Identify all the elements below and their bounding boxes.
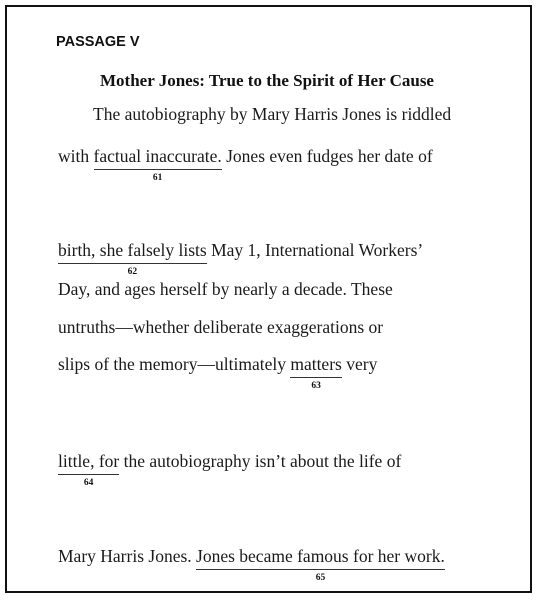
- underlined-text: little, for: [58, 451, 120, 471]
- line-text: untruths—whether deliberate exaggerations or: [58, 317, 384, 337]
- passage-line-5: [58, 316, 383, 338]
- passage-line-2: [58, 145, 433, 183]
- passage-line-6: [58, 353, 378, 391]
- line-text: slips of the memory—ultimately: [58, 354, 291, 374]
- underlined-segment-64[interactable]: [58, 450, 120, 488]
- passage-title: Mother Jones: True to the Spirit of Her Cause: [100, 71, 434, 90]
- line-text: Mary Harris Jones.: [58, 546, 197, 566]
- underlined-text: matters: [290, 354, 342, 374]
- question-number-64: 64: [83, 478, 94, 488]
- line-text: the autobiography isn’t about the life of: [119, 451, 402, 471]
- question-number-61: 61: [152, 173, 163, 183]
- passage-line-8: [58, 545, 445, 583]
- question-number-65: 65: [315, 573, 326, 583]
- passage-frame: [5, 5, 532, 593]
- passage-line-4: [58, 278, 393, 300]
- question-number-63: 63: [311, 381, 321, 391]
- line-text: with: [58, 146, 94, 166]
- passage-line-1: [93, 103, 451, 125]
- underlined-text: birth, she falsely lists: [58, 240, 207, 260]
- line-text: The autobiography by Mary Harris Jones is riddled: [93, 104, 452, 124]
- underlined-text: factual inaccurate.: [93, 146, 222, 166]
- question-number-62: 62: [127, 267, 138, 277]
- underlined-segment-62[interactable]: [58, 239, 207, 277]
- line-text: Jones even fudges her date of: [221, 146, 433, 166]
- passage-label: PASSAGE V: [56, 34, 140, 50]
- underlined-text: Jones became famous for her work.: [196, 546, 445, 566]
- passage-line-7: [58, 450, 402, 488]
- underlined-segment-61[interactable]: [93, 145, 222, 183]
- underlined-segment-65[interactable]: [196, 545, 445, 583]
- line-text: Day, and ages herself by nearly a decade. These: [58, 279, 393, 299]
- underlined-segment-63[interactable]: [290, 353, 342, 391]
- line-text: May 1, International Workers’: [206, 240, 424, 260]
- line-text: very: [341, 354, 378, 374]
- passage-line-3: [58, 239, 424, 277]
